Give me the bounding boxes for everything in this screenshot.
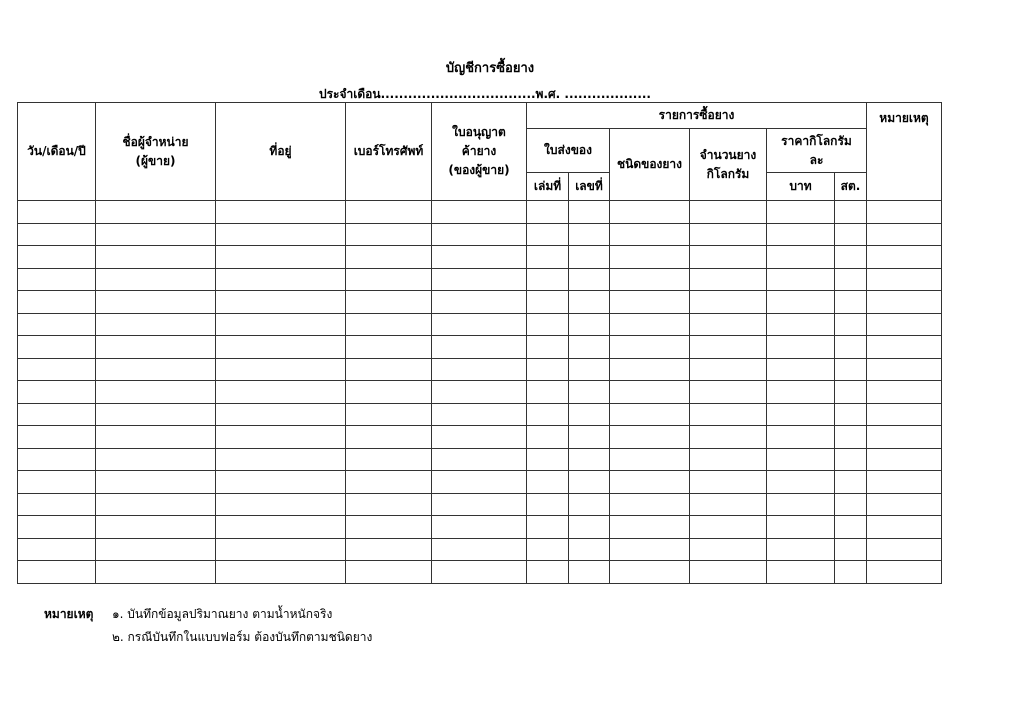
table-cell[interactable]: [835, 493, 867, 516]
table-cell[interactable]: [690, 448, 767, 471]
table-cell[interactable]: [216, 561, 346, 584]
table-cell[interactable]: [835, 291, 867, 314]
table-cell[interactable]: [569, 403, 610, 426]
table-cell[interactable]: [569, 291, 610, 314]
table-cell[interactable]: [432, 426, 527, 449]
form-title: บัญชีการซื้อยาง: [445, 61, 535, 76]
table-cell[interactable]: [610, 493, 690, 516]
table-cell[interactable]: [569, 358, 610, 381]
note-item-1: ๑. บันทึกข้อมูลปริมาณยาง ตามน้ำหนักจริง: [112, 607, 333, 621]
table-cell[interactable]: [18, 471, 96, 494]
table-cell[interactable]: [867, 201, 942, 224]
header-address: ที่อยู่: [216, 103, 346, 201]
table-cell[interactable]: [432, 201, 527, 224]
table-cell[interactable]: [835, 538, 867, 561]
table-cell[interactable]: [569, 493, 610, 516]
table-cell[interactable]: [690, 358, 767, 381]
table-cell[interactable]: [690, 268, 767, 291]
table-cell[interactable]: [346, 516, 432, 539]
table-cell[interactable]: [835, 448, 867, 471]
table-cell[interactable]: [867, 223, 942, 246]
table-cell[interactable]: [96, 268, 216, 291]
header-remarks: หมายเหตุ: [867, 103, 942, 201]
table-row: [18, 246, 942, 269]
table-cell[interactable]: [867, 336, 942, 359]
table-cell[interactable]: [96, 336, 216, 359]
table-cell[interactable]: [835, 336, 867, 359]
table-cell[interactable]: [527, 223, 569, 246]
table-cell[interactable]: [96, 246, 216, 269]
table-row: [18, 223, 942, 246]
table-cell[interactable]: [610, 448, 690, 471]
table-cell[interactable]: [835, 561, 867, 584]
table-cell[interactable]: [767, 201, 835, 224]
table-cell[interactable]: [610, 403, 690, 426]
table-cell[interactable]: [867, 448, 942, 471]
table-cell[interactable]: [569, 381, 610, 404]
table-cell[interactable]: [569, 426, 610, 449]
table-cell[interactable]: [610, 426, 690, 449]
header-delivery-note: ใบส่งของ: [527, 129, 610, 173]
table-cell[interactable]: [18, 381, 96, 404]
table-cell[interactable]: [216, 538, 346, 561]
table-cell[interactable]: [610, 313, 690, 336]
table-cell[interactable]: [690, 516, 767, 539]
header-rubber-type: ชนิดของยาง: [610, 129, 690, 201]
table-cell[interactable]: [96, 471, 216, 494]
table-cell[interactable]: [610, 201, 690, 224]
table-cell[interactable]: [18, 448, 96, 471]
table-cell[interactable]: [96, 426, 216, 449]
table-cell[interactable]: [867, 268, 942, 291]
table-row: [18, 381, 942, 404]
table-cell[interactable]: [432, 403, 527, 426]
table-cell[interactable]: [96, 493, 216, 516]
table-cell[interactable]: [527, 561, 569, 584]
table-cell[interactable]: [610, 516, 690, 539]
table-cell[interactable]: [835, 358, 867, 381]
table-cell[interactable]: [18, 426, 96, 449]
table-cell[interactable]: [18, 358, 96, 381]
table-cell[interactable]: [767, 561, 835, 584]
table-cell[interactable]: [569, 516, 610, 539]
table-cell[interactable]: [216, 516, 346, 539]
table-body: [18, 201, 942, 584]
table-cell[interactable]: [569, 246, 610, 269]
table-cell[interactable]: [690, 201, 767, 224]
table-cell[interactable]: [346, 223, 432, 246]
notes-section: [44, 603, 372, 649]
table-cell[interactable]: [216, 201, 346, 224]
table-cell[interactable]: [867, 381, 942, 404]
table-cell[interactable]: [96, 538, 216, 561]
table-cell[interactable]: [867, 561, 942, 584]
table-cell[interactable]: [346, 313, 432, 336]
table-cell[interactable]: [767, 381, 835, 404]
table-cell[interactable]: [527, 291, 569, 314]
table-cell[interactable]: [432, 381, 527, 404]
header-phone: เบอร์โทรศัพท์: [346, 103, 432, 201]
table-row: [18, 516, 942, 539]
table-cell[interactable]: [432, 538, 527, 561]
table-cell[interactable]: [216, 426, 346, 449]
table-cell[interactable]: [835, 516, 867, 539]
table-cell[interactable]: [96, 313, 216, 336]
table-row: [18, 201, 942, 224]
table-cell[interactable]: [346, 493, 432, 516]
table-cell[interactable]: [96, 291, 216, 314]
table-cell[interactable]: [767, 336, 835, 359]
table-cell[interactable]: [767, 291, 835, 314]
table-cell[interactable]: [835, 471, 867, 494]
table-cell[interactable]: [18, 403, 96, 426]
table-cell[interactable]: [569, 538, 610, 561]
form-subtitle: ประจำเดือน..................................พ.ศ. ...................: [318, 87, 651, 101]
header-book-no: เล่มที่: [527, 173, 569, 201]
table-cell[interactable]: [690, 561, 767, 584]
table-cell[interactable]: [690, 493, 767, 516]
header-quantity: จำนวนยาง กิโลกรัม: [690, 129, 767, 201]
table-cell[interactable]: [610, 358, 690, 381]
table-cell[interactable]: [527, 201, 569, 224]
table-cell[interactable]: [96, 561, 216, 584]
table-row: [18, 268, 942, 291]
table-cell[interactable]: [690, 471, 767, 494]
table-cell[interactable]: [867, 246, 942, 269]
table-cell[interactable]: [346, 291, 432, 314]
table-cell[interactable]: [216, 448, 346, 471]
table-cell[interactable]: [527, 358, 569, 381]
table-cell[interactable]: [432, 223, 527, 246]
table-cell[interactable]: [867, 516, 942, 539]
table-cell[interactable]: [690, 336, 767, 359]
table-cell[interactable]: [835, 223, 867, 246]
table-cell[interactable]: [867, 358, 942, 381]
table-cell[interactable]: [569, 561, 610, 584]
table-cell[interactable]: [346, 336, 432, 359]
table-cell[interactable]: [835, 246, 867, 269]
table-cell[interactable]: [835, 268, 867, 291]
table-cell[interactable]: [216, 313, 346, 336]
table-cell[interactable]: [569, 471, 610, 494]
table-row: [18, 493, 942, 516]
table-cell[interactable]: [767, 403, 835, 426]
table-cell[interactable]: [346, 201, 432, 224]
table-cell[interactable]: [569, 268, 610, 291]
table-cell[interactable]: [527, 538, 569, 561]
table-row: [18, 426, 942, 449]
header-date: วัน/เดือน/ปี: [18, 103, 96, 201]
header-baht: บาท: [767, 173, 835, 201]
table-cell[interactable]: [527, 336, 569, 359]
table-cell[interactable]: [527, 313, 569, 336]
table-cell[interactable]: [18, 268, 96, 291]
table-cell[interactable]: [18, 246, 96, 269]
table-cell[interactable]: [835, 381, 867, 404]
table-cell[interactable]: [18, 493, 96, 516]
table-cell[interactable]: [18, 313, 96, 336]
table-cell[interactable]: [216, 403, 346, 426]
table-cell[interactable]: [346, 471, 432, 494]
table-cell[interactable]: [610, 336, 690, 359]
table-cell[interactable]: [610, 223, 690, 246]
table-cell[interactable]: [610, 471, 690, 494]
table-cell[interactable]: [690, 246, 767, 269]
table-cell[interactable]: [527, 246, 569, 269]
table-row: [18, 448, 942, 471]
header-satang: สต.: [835, 173, 867, 201]
table-cell[interactable]: [835, 313, 867, 336]
table-cell[interactable]: [867, 493, 942, 516]
table-cell[interactable]: [432, 246, 527, 269]
table-cell[interactable]: [767, 493, 835, 516]
table-cell[interactable]: [610, 291, 690, 314]
table-cell[interactable]: [216, 471, 346, 494]
table-cell[interactable]: [767, 313, 835, 336]
table-cell[interactable]: [569, 201, 610, 224]
table-cell[interactable]: [767, 471, 835, 494]
table-cell[interactable]: [527, 426, 569, 449]
table-cell[interactable]: [867, 403, 942, 426]
table-cell[interactable]: [346, 538, 432, 561]
table-cell[interactable]: [432, 291, 527, 314]
table-cell[interactable]: [432, 448, 527, 471]
table-cell[interactable]: [346, 358, 432, 381]
header-number-no: เลขที่: [569, 173, 610, 201]
table-cell[interactable]: [767, 426, 835, 449]
table-cell[interactable]: [610, 381, 690, 404]
table-cell[interactable]: [569, 223, 610, 246]
table-cell[interactable]: [432, 493, 527, 516]
table-cell[interactable]: [346, 246, 432, 269]
table-cell[interactable]: [18, 201, 96, 224]
table-cell[interactable]: [346, 403, 432, 426]
table-cell[interactable]: [867, 471, 942, 494]
table-cell[interactable]: [610, 246, 690, 269]
table-cell[interactable]: [216, 336, 346, 359]
table-cell[interactable]: [18, 538, 96, 561]
table-row: [18, 358, 942, 381]
table-cell[interactable]: [527, 381, 569, 404]
table-cell[interactable]: [216, 381, 346, 404]
table-cell[interactable]: [96, 358, 216, 381]
table-cell[interactable]: [569, 313, 610, 336]
table-cell[interactable]: [690, 426, 767, 449]
table-cell[interactable]: [527, 493, 569, 516]
table-cell[interactable]: [767, 223, 835, 246]
table-cell[interactable]: [216, 223, 346, 246]
table-cell[interactable]: [432, 268, 527, 291]
table-cell[interactable]: [432, 313, 527, 336]
table-cell[interactable]: [610, 561, 690, 584]
note-item-2: ๒. กรณีบันทึกในแบบฟอร์ม ต้องบันทึกตามชนิดยาง: [112, 630, 373, 644]
header-license: ใบอนุญาต ค้ายาง (ของผู้ขาย): [432, 103, 527, 201]
table-cell[interactable]: [867, 538, 942, 561]
table-cell[interactable]: [767, 516, 835, 539]
table-cell[interactable]: [432, 358, 527, 381]
table-cell[interactable]: [690, 291, 767, 314]
table-cell[interactable]: [432, 561, 527, 584]
table-cell[interactable]: [96, 201, 216, 224]
table-cell[interactable]: [216, 268, 346, 291]
table-cell[interactable]: [767, 358, 835, 381]
table-cell[interactable]: [96, 448, 216, 471]
rubber-purchase-table: [17, 102, 942, 584]
table-cell[interactable]: [767, 538, 835, 561]
table-row: [18, 336, 942, 359]
table-cell[interactable]: [432, 336, 527, 359]
table-cell[interactable]: [527, 268, 569, 291]
note-line-1: [44, 603, 372, 626]
table-row: [18, 471, 942, 494]
table-cell[interactable]: [569, 448, 610, 471]
table-cell[interactable]: [767, 246, 835, 269]
table-cell[interactable]: [346, 381, 432, 404]
table-cell[interactable]: [216, 493, 346, 516]
table-cell[interactable]: [18, 561, 96, 584]
table-cell[interactable]: [767, 448, 835, 471]
table-cell[interactable]: [18, 291, 96, 314]
notes-label: หมายเหตุ: [44, 607, 94, 621]
table-cell[interactable]: [216, 358, 346, 381]
table-cell[interactable]: [690, 313, 767, 336]
table-cell[interactable]: [96, 381, 216, 404]
table-cell[interactable]: [96, 516, 216, 539]
table-cell[interactable]: [527, 471, 569, 494]
table-cell[interactable]: [96, 403, 216, 426]
table-cell[interactable]: [527, 403, 569, 426]
table-cell[interactable]: [767, 268, 835, 291]
table-cell[interactable]: [18, 223, 96, 246]
table-cell[interactable]: [346, 448, 432, 471]
table-cell[interactable]: [610, 268, 690, 291]
table-cell[interactable]: [96, 223, 216, 246]
table-cell[interactable]: [690, 223, 767, 246]
table-row: [18, 291, 942, 314]
table-cell[interactable]: [690, 381, 767, 404]
table-row: [18, 538, 942, 561]
table-cell[interactable]: [527, 516, 569, 539]
table-cell[interactable]: [835, 403, 867, 426]
table-row: [18, 313, 942, 336]
table-cell[interactable]: [867, 313, 942, 336]
table-cell[interactable]: [610, 538, 690, 561]
table-cell[interactable]: [346, 426, 432, 449]
header-purchase-items: รายการซื้อยาง: [527, 103, 867, 129]
header-price-per-kg: ราคากิโลกรัม ละ: [767, 129, 867, 173]
table-cell[interactable]: [569, 336, 610, 359]
table-cell[interactable]: [18, 336, 96, 359]
table-cell[interactable]: [216, 246, 346, 269]
header-seller-name: ชื่อผู้จำหน่าย (ผู้ขาย): [96, 103, 216, 201]
table-cell[interactable]: [835, 426, 867, 449]
table-cell[interactable]: [867, 426, 942, 449]
table-cell[interactable]: [346, 268, 432, 291]
table-cell[interactable]: [432, 516, 527, 539]
table-cell[interactable]: [216, 291, 346, 314]
table-cell[interactable]: [346, 561, 432, 584]
note-line-2: [44, 626, 372, 649]
table-cell[interactable]: [690, 403, 767, 426]
table-cell[interactable]: [432, 471, 527, 494]
table-row: [18, 403, 942, 426]
table-cell[interactable]: [527, 448, 569, 471]
table-cell[interactable]: [835, 201, 867, 224]
table-cell[interactable]: [690, 538, 767, 561]
table-cell[interactable]: [18, 516, 96, 539]
table-cell[interactable]: [867, 291, 942, 314]
table-row: [18, 561, 942, 584]
